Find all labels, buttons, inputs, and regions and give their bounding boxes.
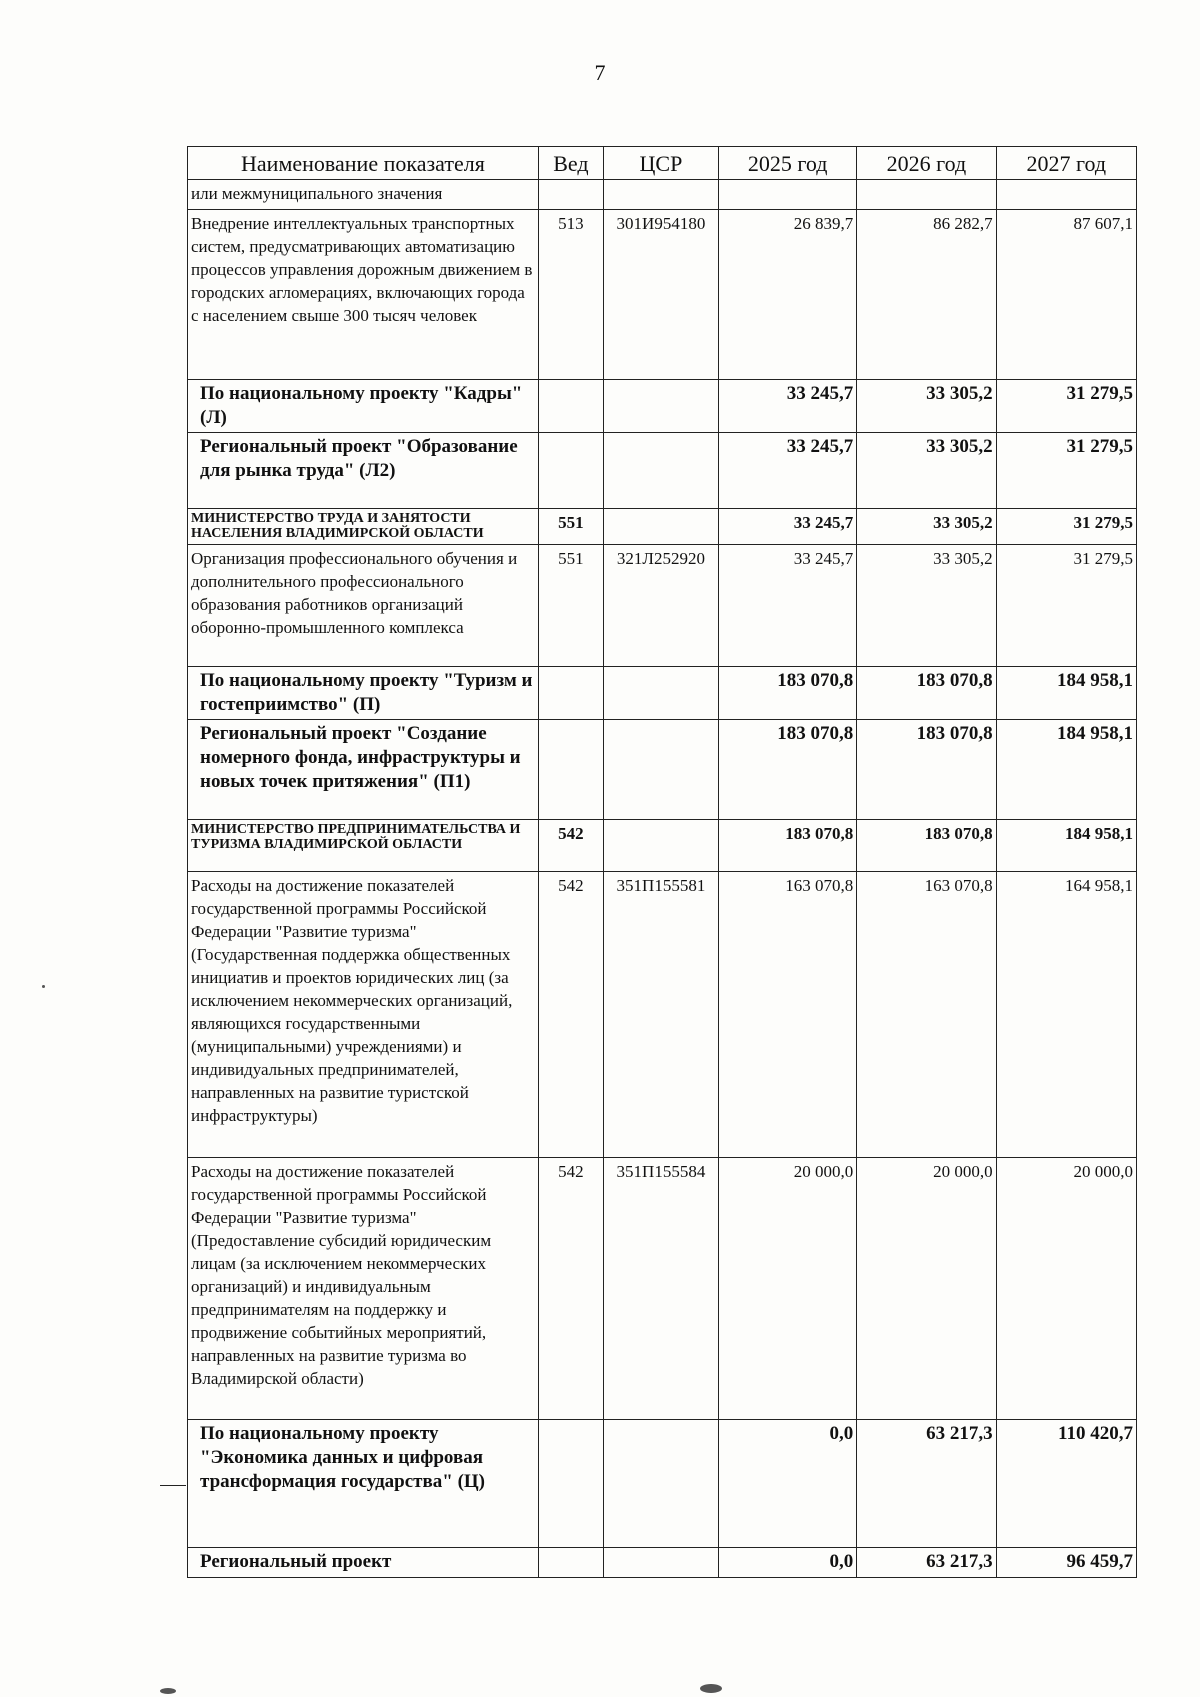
row-2026: 33 305,2 — [857, 380, 996, 433]
row-ved — [538, 1420, 603, 1548]
row-2025: 0,0 — [719, 1548, 857, 1578]
row-name: Организация профессионального обучения и дополнительного профессионального образования работников организаций оборонно-промышленного комплекса — [188, 545, 539, 667]
row-2025: 33 245,7 — [719, 509, 857, 545]
row-name: Расходы на достижение показателей государственной программы Российской Федерации "Развитие туризма" (Предоставление субсидий юридическим лицам (за исключением некоммерческих организаций) и индивидуальным предпринимателям на поддержку и продвижение событийных мероприятий, направленных на развитие туризма во Владимирской области) — [188, 1158, 539, 1420]
row-ved: 551 — [538, 545, 603, 667]
table-row-national-project — [188, 667, 1137, 720]
row-2025: 0,0 — [719, 1420, 857, 1548]
row-2025: 26 839,7 — [719, 210, 857, 380]
scan-speck — [700, 1684, 722, 1693]
row-csr — [603, 1548, 718, 1578]
table-row — [188, 210, 1137, 380]
row-name: или межмуниципального значения — [188, 180, 539, 210]
table-row — [188, 545, 1137, 667]
row-2025: 183 070,8 — [719, 667, 857, 720]
row-2027: 31 279,5 — [996, 433, 1136, 509]
row-name: Региональный проект "Создание номерного фонда, инфраструктуры и новых точек притяжения" (П1) — [188, 720, 539, 820]
table-row — [188, 180, 1137, 210]
row-2025: 20 000,0 — [719, 1158, 857, 1420]
row-2026: 183 070,8 — [857, 820, 996, 872]
row-2027: 110 420,7 — [996, 1420, 1136, 1548]
row-csr — [603, 720, 718, 820]
row-ved: 551 — [538, 509, 603, 545]
row-2027: 184 958,1 — [996, 667, 1136, 720]
scan-speck — [42, 985, 45, 988]
row-csr: 301И954180 — [603, 210, 718, 380]
row-ved — [538, 1548, 603, 1578]
row-2027: 164 958,1 — [996, 872, 1136, 1158]
row-2026: 63 217,3 — [857, 1548, 996, 1578]
row-2025: 183 070,8 — [719, 820, 857, 872]
row-ved — [538, 667, 603, 720]
row-name: Региональный проект — [188, 1548, 539, 1578]
row-2026: 183 070,8 — [857, 667, 996, 720]
row-ved: 542 — [538, 872, 603, 1158]
row-csr: 351П155584 — [603, 1158, 718, 1420]
row-2026: 63 217,3 — [857, 1420, 996, 1548]
row-2026: 86 282,7 — [857, 210, 996, 380]
row-name: По национальному проекту "Туризм и гостеприимство" (П) — [188, 667, 539, 720]
scan-speck — [160, 1688, 176, 1694]
row-csr — [603, 433, 718, 509]
row-name: Внедрение интеллектуальных транспортных систем, предусматривающих автоматизацию процессов управления дорожным движением в городских агломерациях, включающих города с населением свыше 300 тысяч человек — [188, 210, 539, 380]
table-row-regional-project — [188, 433, 1137, 509]
row-2027: 31 279,5 — [996, 545, 1136, 667]
row-ved: 513 — [538, 210, 603, 380]
row-2025: 33 245,7 — [719, 380, 857, 433]
row-2027: 96 459,7 — [996, 1548, 1136, 1578]
row-ved: 542 — [538, 1158, 603, 1420]
row-csr: 321Л252920 — [603, 545, 718, 667]
row-name: МИНИСТЕРСТВО ТРУДА И ЗАНЯТОСТИ НАСЕЛЕНИЯ ВЛАДИМИРСКОЙ ОБЛАСТИ — [188, 509, 539, 545]
row-ved — [538, 720, 603, 820]
row-csr — [603, 180, 718, 210]
row-name: По национальному проекту "Экономика данных и цифровая трансформация государства" (Ц) — [188, 1420, 539, 1548]
row-2025 — [719, 180, 857, 210]
header-2027: 2027 год — [996, 147, 1136, 180]
header-2026: 2026 год — [857, 147, 996, 180]
header-csr: ЦСР — [603, 147, 718, 180]
row-2027: 20 000,0 — [996, 1158, 1136, 1420]
row-2027: 184 958,1 — [996, 820, 1136, 872]
row-2025: 33 245,7 — [719, 433, 857, 509]
row-name: По национальному проекту "Кадры" (Л) — [188, 380, 539, 433]
row-ved — [538, 433, 603, 509]
row-ved — [538, 380, 603, 433]
row-2026: 33 305,2 — [857, 545, 996, 667]
row-csr: 351П155581 — [603, 872, 718, 1158]
table-header-row — [188, 147, 1137, 180]
table-row-regional-project — [188, 720, 1137, 820]
row-2027: 184 958,1 — [996, 720, 1136, 820]
table-row-ministry — [188, 509, 1137, 545]
row-2026: 33 305,2 — [857, 433, 996, 509]
table-row-ministry — [188, 820, 1137, 872]
table-row-regional-project — [188, 1548, 1137, 1578]
row-2026: 183 070,8 — [857, 720, 996, 820]
row-ved — [538, 180, 603, 210]
table-row-national-project — [188, 1420, 1137, 1548]
row-2025: 163 070,8 — [719, 872, 857, 1158]
row-csr — [603, 820, 718, 872]
row-2026 — [857, 180, 996, 210]
row-2026: 20 000,0 — [857, 1158, 996, 1420]
margin-dash-mark — [160, 1485, 186, 1486]
table-row-national-project — [188, 380, 1137, 433]
page-number: 7 — [594, 60, 606, 85]
row-ved: 542 — [538, 820, 603, 872]
row-csr — [603, 1420, 718, 1548]
table-row — [188, 1158, 1137, 1420]
header-name: Наименование показателя — [188, 147, 539, 180]
row-2027 — [996, 180, 1136, 210]
row-2025: 33 245,7 — [719, 545, 857, 667]
row-2026: 163 070,8 — [857, 872, 996, 1158]
row-2026: 33 305,2 — [857, 509, 996, 545]
row-name: МИНИСТЕРСТВО ПРЕДПРИНИМАТЕЛЬСТВА И ТУРИЗМА ВЛАДИМИРСКОЙ ОБЛАСТИ — [188, 820, 539, 872]
row-2027: 31 279,5 — [996, 380, 1136, 433]
table-row — [188, 872, 1137, 1158]
header-2025: 2025 год — [719, 147, 857, 180]
row-csr — [603, 667, 718, 720]
budget-table — [187, 146, 1137, 1578]
row-2025: 183 070,8 — [719, 720, 857, 820]
row-name: Региональный проект "Образование для рынка труда" (Л2) — [188, 433, 539, 509]
header-ved: Вед — [538, 147, 603, 180]
row-name: Расходы на достижение показателей государственной программы Российской Федерации "Развитие туризма" (Государственная поддержка общественных инициатив и проектов юридических лиц (за исключением некоммерческих организаций, являющихся государственными (муниципальными) учреждениями) и индивидуальных предпринимателей, направленных на развитие туристской инфраструктуры) — [188, 872, 539, 1158]
row-2027: 87 607,1 — [996, 210, 1136, 380]
row-csr — [603, 509, 718, 545]
row-csr — [603, 380, 718, 433]
row-2027: 31 279,5 — [996, 509, 1136, 545]
